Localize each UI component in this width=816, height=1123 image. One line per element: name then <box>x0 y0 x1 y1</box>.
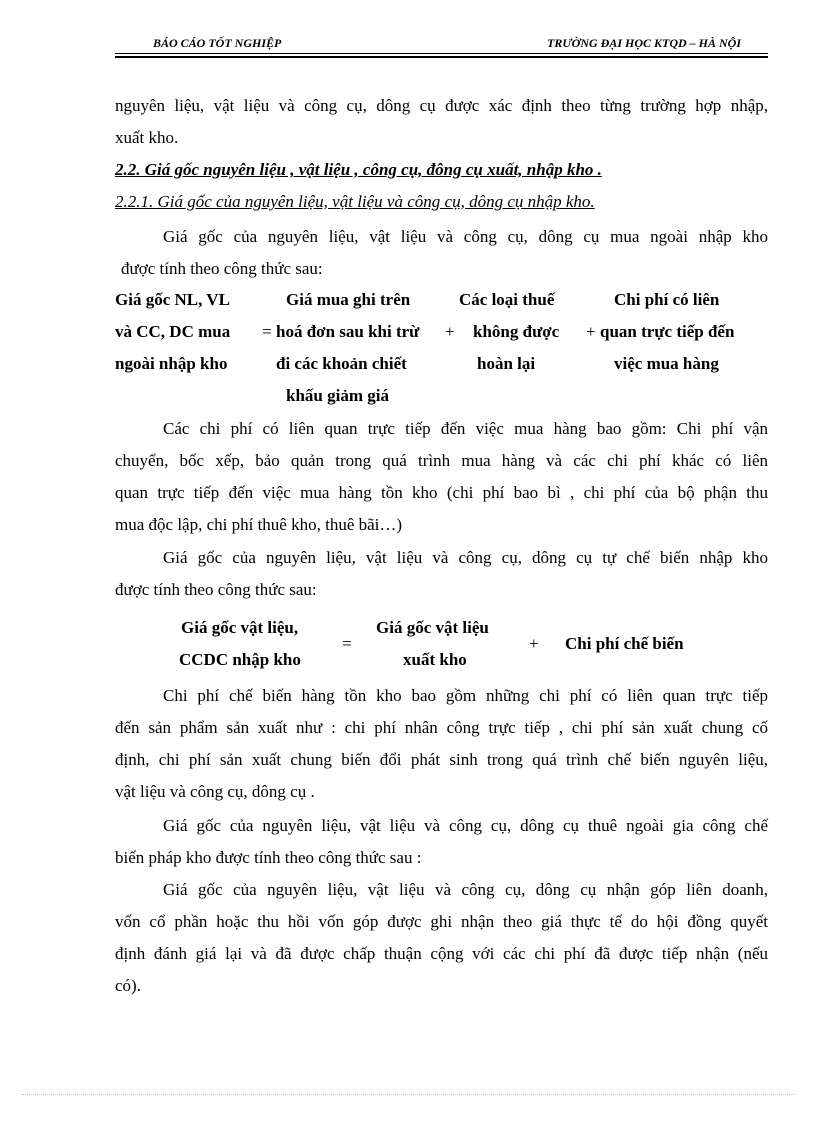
para2-line-3: quan trực tiếp đến việc mua hàng tồn kho (chi phí bao bì , chi phí của bộ phận thu <box>115 483 768 502</box>
f1-term4-line-3: việc mua hàng <box>614 354 719 373</box>
header-right: TRƯỜNG ĐẠI HỌC KTQD – HÀ NỘI <box>547 36 741 50</box>
f1-term1-line-2: và CC, DC mua <box>115 322 231 341</box>
f2-term1-line-1: Giá gốc vật liệu, <box>181 618 299 637</box>
para2-line-1: Các chi phí có liên quan trực tiếp đến việc mua hàng bao gồm: Chi phí vận <box>163 419 768 438</box>
f1-term1-line-3: ngoài nhập kho <box>115 354 228 373</box>
para6-line-2: vốn cổ phần hoặc thu hồi vốn góp được ghi nhận theo giá thực tế do hội đồng quyết <box>115 912 768 931</box>
intro-line-1: nguyên liệu, vật liệu và công cụ, dông cụ được xác định theo từng trường hợp nhập, <box>115 96 768 115</box>
para4-line-2: đến sản phẩm sản xuất như : chi phí nhân công trực tiếp , chi phí sản xuất chung cố <box>115 718 768 737</box>
f2-term2-line-1: Giá gốc vật liệu <box>376 618 489 637</box>
f1-term2-line-3: đi các khoản chiết <box>276 354 407 373</box>
f2-term1-line-2: CCDC nhập kho <box>179 650 301 669</box>
page-header <box>115 36 768 52</box>
f1-equals: = <box>262 322 272 341</box>
para4-line-3: định, chi phí sản xuất chung biến đổi phát sinh trong quá trình chế biến nguyên liệu, <box>115 750 768 769</box>
f1-term3-line-2: không được <box>473 322 560 341</box>
f1-term4-line-2: quan trực tiếp đến <box>600 322 735 341</box>
para6-line-3: định đánh giá lại và đã được chấp thuận cộng với các chi phí đã được tiếp nhận (nếu <box>115 944 768 963</box>
para5-line-2: biến pháp kho được tính theo công thức sau : <box>115 848 422 867</box>
para6-line-1: Giá gốc của nguyên liệu, vật liệu và công cụ, dông cụ nhận góp liên doanh, <box>163 880 768 899</box>
header-rule-thin <box>115 53 768 54</box>
para1-line-1: Giá gốc của nguyên liệu, vật liệu và công cụ, dông cụ mua ngoài nhập kho <box>163 227 768 246</box>
section-subheading: 2.2.1. Giá gốc của nguyên liệu, vật liệu và công cụ, dông cụ nhập kho. <box>115 192 595 211</box>
para2-line-2: chuyển, bốc xếp, bảo quản trong quá trình mua hàng và các chi phí khác có liên <box>115 451 768 470</box>
para6-line-4: có). <box>115 976 141 995</box>
f2-term3: Chi phí chế biến <box>565 634 684 653</box>
f1-plus-1: + <box>445 322 455 341</box>
f1-term1-line-1: Giá gốc NL, VL <box>115 290 230 309</box>
intro-line-2: xuất kho. <box>115 128 179 147</box>
header-left: BÁO CÁO TỐT NGHIỆP <box>153 36 282 50</box>
para4-line-4: vật liệu và công cụ, dông cụ . <box>115 782 315 801</box>
f2-plus: + <box>529 634 539 653</box>
f1-term2-line-4: khấu giảm giá <box>286 386 389 405</box>
f1-term2-line-1: Giá mua ghi trên <box>286 290 411 309</box>
para1-line-2: được tính theo công thức sau: <box>121 259 323 278</box>
f1-term3-line-3: hoàn lại <box>477 354 536 373</box>
f1-term4-line-1: Chi phí có liên <box>614 290 720 309</box>
header-rule-thick <box>115 56 768 58</box>
para2-line-4: mua độc lập, chi phí thuê kho, thuê bãi…) <box>115 515 403 534</box>
para4-line-1: Chi phí chế biến hàng tồn kho bao gồm những chi phí có liên quan trực tiếp <box>163 686 768 705</box>
para5-line-1: Giá gốc của nguyên liệu, vật liệu và công cụ, dông cụ thuê ngoài gia công chế <box>163 816 768 835</box>
section-heading: 2.2. Giá gốc nguyên liệu , vật liệu , công cụ, đông cụ xuất, nhập kho . <box>115 160 602 179</box>
f2-term2-line-2: xuất kho <box>403 650 467 669</box>
f1-term2-line-2: hoá đơn sau khi trừ <box>276 322 420 341</box>
page-bottom-divider <box>22 1094 794 1095</box>
f1-plus-2: + <box>586 322 596 341</box>
f2-equals: = <box>342 634 352 653</box>
para3-line-1: Giá gốc của nguyên liệu, vật liệu và công cụ, dông cụ tự chế biến nhập kho <box>163 548 768 567</box>
f1-term3-line-1: Các loại thuế <box>459 290 555 309</box>
para3-line-2: được tính theo công thức sau: <box>115 580 317 599</box>
